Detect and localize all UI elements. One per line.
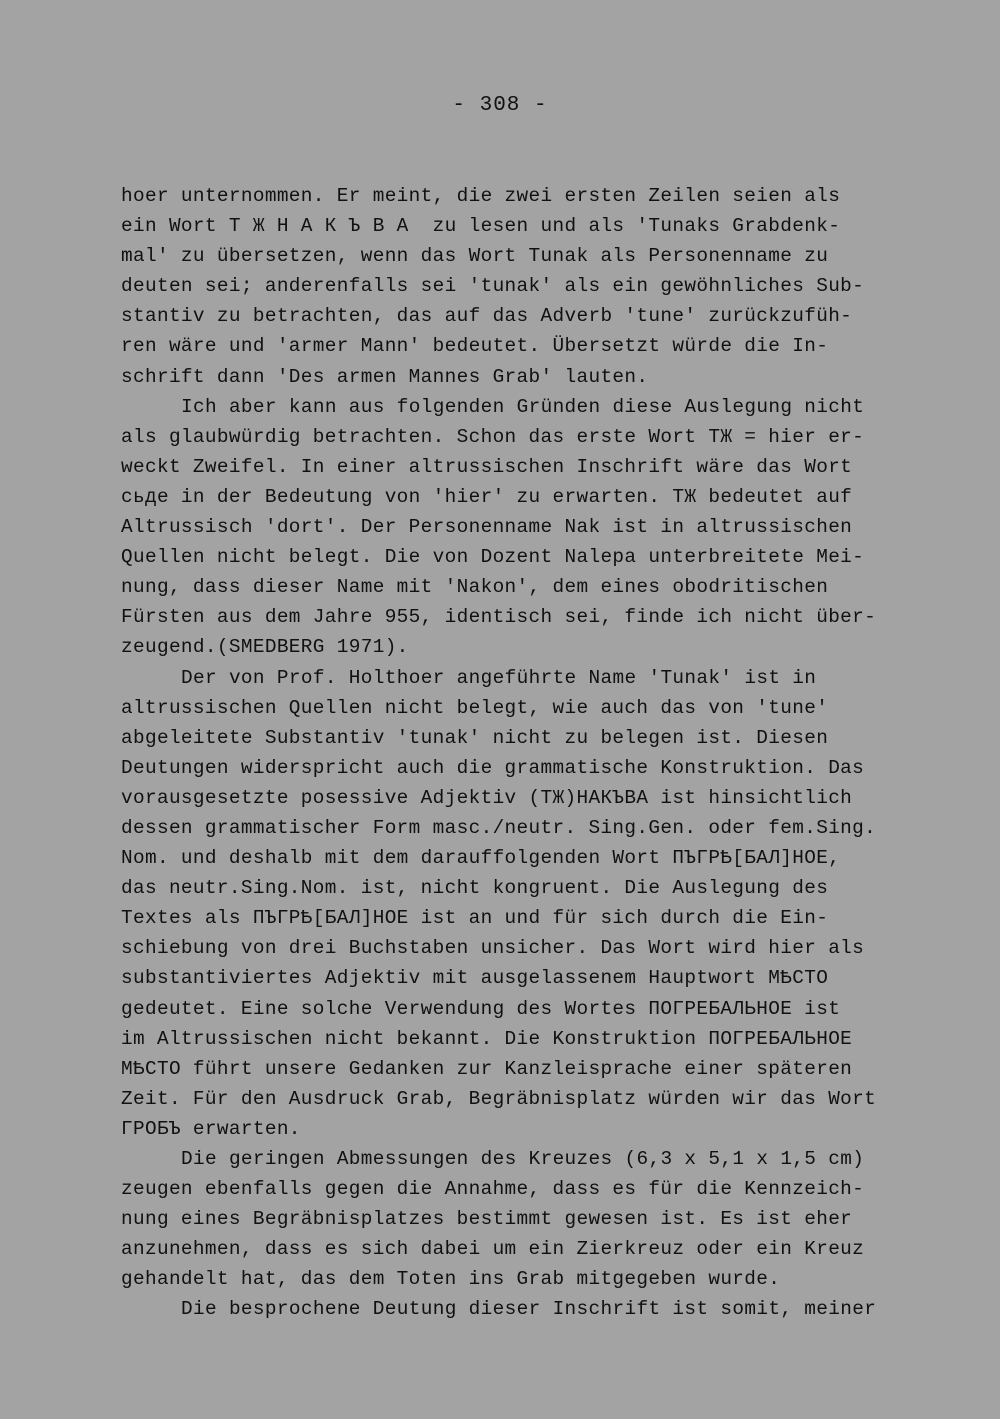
text-line: das neutr.Sing.Nom. ist, nicht kongruent. Die Auslegung des [121,877,829,900]
text-line: zeugend.(SMEDBERG 1971). [121,636,409,659]
text-line: deuten sei; anderenfalls sei 'tunak' als ein gewöhnliches Sub- [121,275,865,298]
text-line: stantiv zu betrachten, das auf das Adverb 'tune' zurückzufüh- [121,305,853,328]
text-line: als glaubwürdig betrachten. Schon das erste Wort ТЖ = hier er- [121,425,865,448]
text-line: nung, dass dieser Name mit 'Nakon', dem eines obodritischen [121,576,829,599]
text-line: weckt Zweifel. In einer altrussischen Inschrift wäre das Wort [121,455,853,478]
text-line: gedeutet. Eine solche Verwendung des Wortes ПОГРЕБАЛЬНОЕ ist [121,997,841,1020]
body-text [121,181,891,1325]
text-line: Fürsten aus dem Jahre 955, identisch sei, finde ich nicht über- [121,606,877,629]
text-line: Die besprochene Deutung dieser Inschrift ist somit, meiner [181,1298,877,1321]
text-line: ein Wort Т Ж Н А К Ъ В А zu lesen und als 'Tunaks Grabdenk- [121,215,841,238]
text-line: mal' zu übersetzen, wenn das Wort Tunak als Personenname zu [121,245,829,268]
text-line: Zeit. Für den Ausdruck Grab, Begräbnisplatz würden wir das Wort [121,1087,877,1110]
text-line: ГРОБЪ erwarten. [121,1117,301,1140]
paragraph [121,663,891,1145]
text-line: schiebung von drei Buchstaben unsicher. Das Wort wird hier als [121,937,865,960]
text-line: Der von Prof. Holthoer angeführte Name 'Tunak' ist in [181,666,817,689]
text-line: Deutungen widerspricht auch die grammatische Konstruktion. Das [121,756,865,779]
text-line: Ich aber kann aus folgenden Gründen diese Auslegung nicht [181,395,865,418]
text-line: im Altrussischen nicht bekannt. Die Konstruktion ПОГРЕБАЛЬНОЕ [121,1027,853,1050]
text-line: substantiviertes Adjektiv mit ausgelassenem Hauptwort МѢСТО [121,967,829,990]
text-line: сьде in der Bedeutung von 'hier' zu erwarten. ТЖ bedeutet auf [121,485,853,508]
text-line: abgeleitete Substantiv 'tunak' nicht zu belegen ist. Diesen [121,726,829,749]
text-line: dessen grammatischer Form masc./neutr. Sing.Gen. oder fem.Sing. [121,816,877,839]
text-line: Quellen nicht belegt. Die von Dozent Nalepa unterbreitete Mei- [121,546,865,569]
text-line: ren wäre und 'armer Mann' bedeutet. Übersetzt würde die In- [121,335,829,358]
text-line: Die geringen Abmessungen des Kreuzes (6,3 x 5,1 x 1,5 cm) [181,1148,865,1170]
text-line: gehandelt hat, das dem Toten ins Grab mitgegeben wurde. [121,1268,781,1291]
text-line: Altrussisch 'dort'. Der Personenname Nak ist in altrussischen [121,516,853,539]
text-line: vorausgesetzte posessive Adjektiv (ТЖ)НАКЪВА ist hinsichtlich [121,786,853,809]
text-line: Nom. und deshalb mit dem darauffolgenden Wort ПЪГРѢ[БАЛ]НОЕ, [121,847,841,870]
text-line: zeugen ebenfalls gegen die Annahme, dass es für die Kennzeich- [121,1178,865,1201]
text-line: anzunehmen, dass es sich dabei um ein Zierkreuz oder ein Kreuz [121,1238,865,1261]
paragraph [121,181,891,392]
text-line: nung eines Begräbnisplatzes bestimmt gewesen ist. Es ist eher [121,1208,853,1231]
text-line: МѢСТО führt unsere Gedanken zur Kanzleisprache einer späteren [121,1057,853,1080]
text-line: Textes als ПЪГРѢ[БАЛ]НОЕ ist an und für sich durch die Ein- [121,907,829,930]
paragraph [121,1294,891,1324]
text-line: hoer unternommen. Er meint, die zwei ersten Zeilen seien als [121,185,841,207]
paragraph [121,1144,891,1294]
page-number: - 308 - [452,94,548,117]
text-line: altrussischen Quellen nicht belegt, wie auch das von 'tune' [121,696,829,719]
text-line: schrift dann 'Des armen Mannes Grab' lauten. [121,365,649,388]
paragraph [121,392,891,663]
